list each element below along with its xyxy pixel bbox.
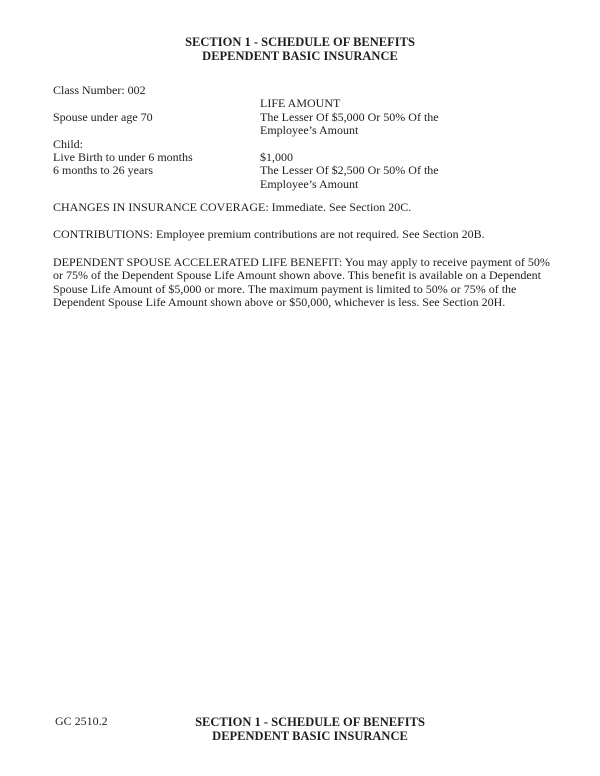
changes-in-coverage-line: CHANGES IN INSURANCE COVERAGE: Immediate. See Section 20C. — [53, 200, 412, 215]
page-footer — [0, 715, 600, 745]
table-row — [53, 164, 561, 191]
benefit-value: The Lesser Of $5,000 Or 50% Of the Employee’s Amount — [260, 109, 439, 138]
benefit-label: Live Birth to under 6 months — [53, 150, 193, 165]
page-header — [0, 0, 600, 63]
benefit-label: Child: — [53, 136, 84, 151]
table-row — [53, 151, 561, 164]
doc-code: GC 2510.2 — [55, 714, 108, 728]
header-title-line2: DEPENDENT BASIC INSURANCE — [202, 49, 398, 63]
benefit-value: The Lesser Of $2,500 Or 50% Of the Employee’s Amount — [260, 163, 439, 191]
empty-cell — [53, 97, 260, 110]
document-body — [53, 84, 561, 310]
benefit-value — [260, 138, 472, 151]
benefit-value: $1,000 — [260, 150, 293, 165]
life-amount-column-header: LIFE AMOUNT — [260, 96, 341, 111]
accelerated-benefit-paragraph: DEPENDENT SPOUSE ACCELERATED LIFE BENEFIT: You may apply to receive payment of 50% or 75% of the Dependent Spouse Life Amount shown above. This benefit is available on a Dependent Spouse Life Amount of $5,000 or more. The maximum payment is limited to 50% or 75% of the Dependent Spouse Life Amount shown above or $50,000, whichever is less. See Section 20H. — [53, 255, 550, 310]
header-title-line1: SECTION 1 - SCHEDULE OF BENEFITS — [185, 35, 415, 49]
class-number: Class Number: 002 — [53, 83, 146, 97]
footer-title-line1: SECTION 1 - SCHEDULE OF BENEFITS — [195, 715, 425, 729]
benefit-label: Spouse under age 70 — [53, 109, 153, 124]
benefit-label: 6 months to 26 years — [53, 163, 153, 178]
table-header-row — [53, 97, 561, 110]
contributions-line: CONTRIBUTIONS: Employee premium contributions are not required. See Section 20B. — [53, 226, 485, 241]
table-row — [53, 138, 561, 151]
table-row — [53, 111, 561, 138]
benefits-table — [53, 97, 561, 191]
footer-title-line2: DEPENDENT BASIC INSURANCE — [212, 729, 408, 743]
